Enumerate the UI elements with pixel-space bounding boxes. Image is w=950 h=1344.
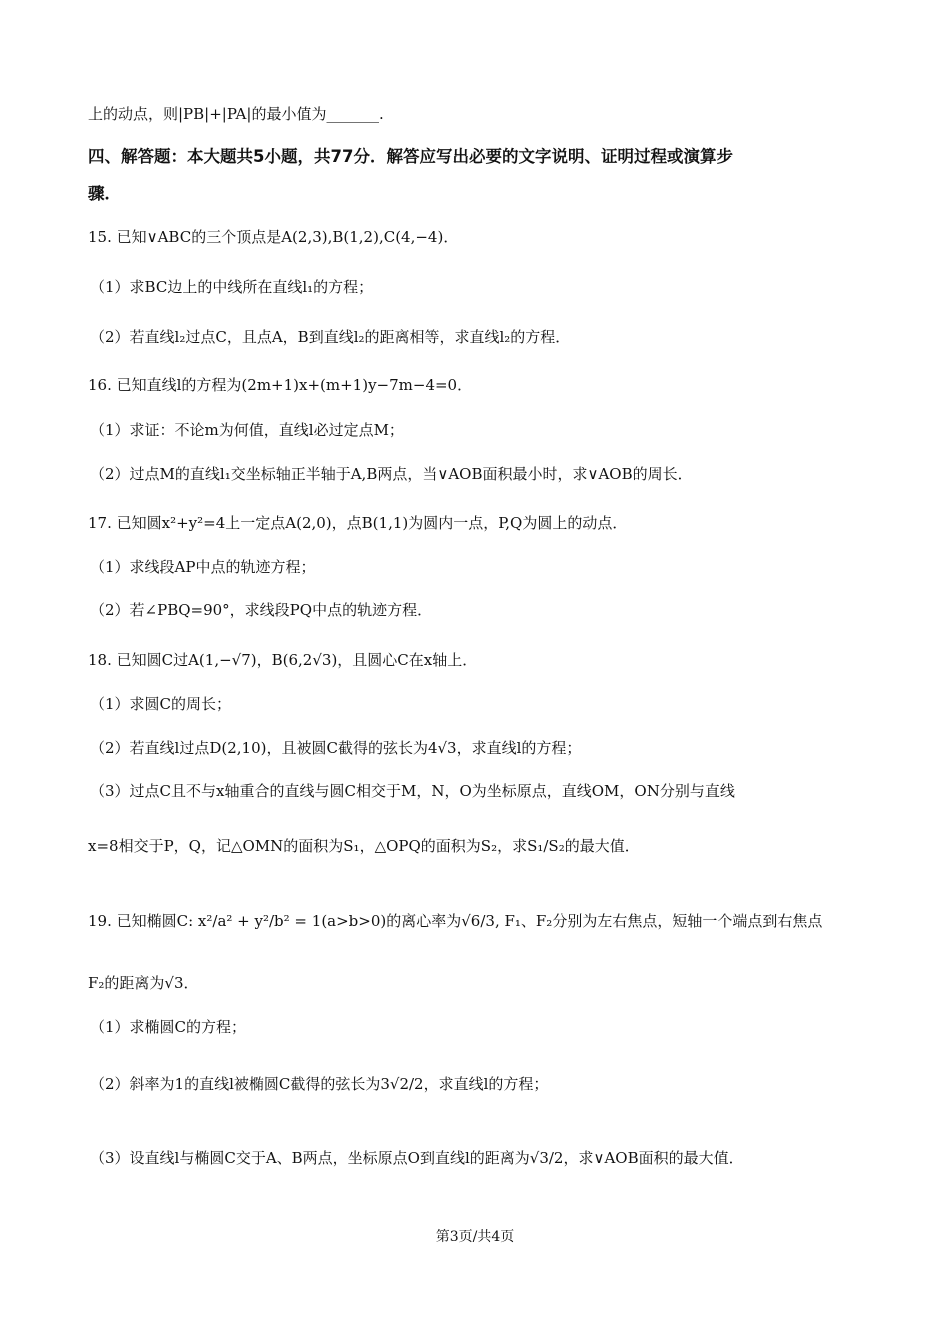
problem-18-part-3-cont: x=8相交于P，Q，记△OMN的面积为S₁，△OPQ的面积为S₂，求S₁/S₂的最大值． <box>88 837 640 855</box>
section-heading: 四、解答题：本大题共5小题，共77分．解答应写出必要的文字说明、证明过程或演算步 <box>88 147 733 166</box>
problem-18-part-2: （2）若直线l过点D(2,10)，且被圆C截得的弦长为4√3，求直线l的方程； <box>90 739 582 757</box>
problem-19-part-2: （2）斜率为1的直线l被椭圆C截得的弦长为3√2/2，求直线l的方程； <box>90 1075 549 1093</box>
problem-19: 19. 已知椭圆C: x²/a² + y²/b² = 1(a>b>0)的离心率为√6/3, F₁、F₂分别为左右焦点，短轴一个端点到右焦点 <box>88 912 823 930</box>
text-line-1: 上的动点，则|PB|+|PA|的最小值为_______. <box>88 105 384 123</box>
problem-19-part-1: （1）求椭圆C的方程； <box>90 1018 247 1036</box>
problem-17-part-1: （1）求线段AP中点的轨迹方程； <box>90 558 316 576</box>
problem-17: 17. 已知圆x²+y²=4上一定点A(2,0)，点B(1,1)为圆内一点，P,Q为圆上的动点． <box>88 514 628 532</box>
problem-16-part-2: （2）过点M的直线l₁交坐标轴正半轴于A,B两点，当∨AOB面积最小时，求∨AOB的周长． <box>90 465 693 483</box>
problem-16-part-1: （1）求证：不论m为何值，直线l必过定点M； <box>90 421 404 439</box>
problem-15-part-2: （2）若直线l₂过点C，且点A，B到直线l₂的距离相等，求直线l₂的方程． <box>90 328 571 346</box>
page-footer: 第3页/共4页 <box>435 1229 515 1245</box>
problem-16: 16. 已知直线l的方程为(2m+1)x+(m+1)y−7m−4=0． <box>88 376 473 394</box>
problem-19-part-3: （3）设直线l与椭圆C交于A、B两点，坐标原点O到直线l的距离为√3/2，求∨AOB面积的最大值． <box>90 1149 744 1167</box>
problem-18: 18. 已知圆C过A(1,−√7)，B(6,2√3)，且圆心C在x轴上． <box>88 651 478 669</box>
problem-18-part-1: （1）求圆C的周长； <box>90 695 232 713</box>
problem-17-part-2: （2）若∠PBQ=90°，求线段PQ中点的轨迹方程． <box>90 601 433 619</box>
problem-15-part-1: （1）求BC边上的中线所在直线l₁的方程； <box>90 278 374 296</box>
problem-18-part-3: （3）过点C且不与x轴重合的直线与圆C相交于M，N，O为坐标原点，直线OM，ON分别与直线 <box>90 782 735 800</box>
problem-19-cont: F₂的距离为√3． <box>88 974 199 992</box>
problem-15: 15. 已知∨ABC的三个顶点是A(2,3),B(1,2),C(4,−4)． <box>88 228 459 246</box>
section-heading-cont: 骤． <box>88 184 121 203</box>
